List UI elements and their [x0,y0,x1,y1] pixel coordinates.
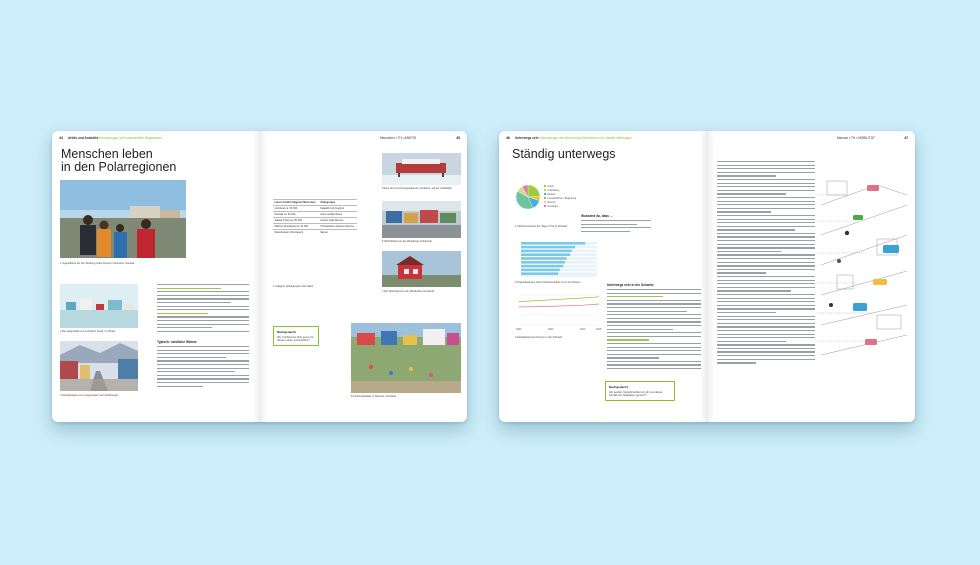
body-text-column [717,161,815,397]
photo-caption: 1 Jugendliche bei der Siedlung Cape Dorset in Nunavut, Kanada [60,262,135,265]
photo-playground [351,323,461,393]
bar [521,253,570,256]
bar [521,257,567,260]
chart-caption: 3 Zeitaufwand pro Person in der Schweiz [515,336,563,339]
bar [521,246,575,249]
x-tick-label: 2000 [548,328,554,331]
bar [521,269,560,272]
page-title: Menschen leben in den Polarregionen [61,147,177,174]
legend-label: Freizeitfahrten / Begleitung [547,197,577,200]
legend-label: Einkauf [547,193,556,196]
photo-house [382,251,461,287]
chart-caption: 1 Verkehrszwecke der Tage (in %) in Schweiz [515,225,568,228]
questions-title: Wusstest du, dass ... [581,214,613,218]
legend-swatch [544,201,546,203]
legend-label: Sonstiges [547,205,558,208]
photo-nuuk-winter [60,284,138,328]
running-head: Mensch • TH • MOBILITÄT [837,136,875,140]
subheading: Typisch: nördliche Wärme [157,340,197,344]
table-row: Alaska (USA) ca. 50 000 Inupiat Yupik Aleuten [273,218,357,224]
photo-caption: 7 Ein Wohnhaus an der Westküste Grönlands [382,290,435,293]
pie-legend [544,185,577,208]
bar [521,242,585,245]
photo-street [60,341,138,391]
bar [521,250,572,253]
page-number: 47 [904,136,908,140]
line-chart [513,291,603,331]
photo-station [382,153,461,185]
legend-swatch [544,189,546,191]
population-table [273,199,357,235]
bar [521,265,563,268]
book-spread-mobility [499,131,915,422]
question-list [581,220,651,238]
mobility-illustration [817,175,911,375]
legend-label: Besuch [547,201,556,204]
legend-label: Arbeit [547,185,554,188]
box-title: Nachgedacht [609,385,628,389]
table-caption: 4 Indigene Volksgruppen der Arktis [273,285,314,288]
photo-people [60,180,186,258]
table-row: Grönland ca. 50 000 Kalaallit Inuit Inughuit [273,206,357,212]
spine-gutter [253,131,267,422]
running-head: Menschen • TH • ARKTIS [380,136,417,140]
body-text [607,289,701,375]
table-row: Kanada ca. 60 000 Inuit Inuvialuit Dene [273,212,357,218]
series-line [519,304,599,307]
book-spread-polar [52,131,467,422]
body-text [157,284,249,338]
x-tick-label: 2015 [596,328,602,331]
running-head: Unterwegs sein Erkundungen am Wohnort auf Menschen und Umwelt übertragen [515,136,632,140]
think-box [273,326,319,346]
box-question: Wo werden Verkehrsmittel von dir und deiner Familie am häufigsten genutzt? [609,391,663,398]
photo-caption: 2 Die Hauptstadt von Grönland: Nuuk, im Winter [60,330,116,333]
body-text [157,346,249,396]
bar [521,272,558,275]
think-box [605,381,675,401]
legend-swatch [544,193,546,195]
pie-slices [516,185,540,209]
box-title: Nachgedacht [277,330,296,334]
legend-swatch [544,185,546,187]
pie-chart [515,181,577,221]
legend-swatch [544,197,546,199]
photo-caption: 3 Hauptstrasse von Longyearbyen auf Spitzbergen [60,394,119,397]
running-head: Arktis und Antarktis Erkundungen auf Lebenswelten eingelassen [68,136,162,140]
page-number: 44 [59,136,63,140]
x-tick-label: 1990 [516,328,522,331]
subheading: Unterwegs sein in der Schweiz [607,283,654,287]
box-question: Wo möchtest du dich gerne für dieses Leben entscheiden? [277,336,314,343]
series-line [519,297,599,302]
legend-swatch [544,205,546,207]
x-tick-label: 2010 [580,328,586,331]
page-title: Ständig unterwegs [512,147,616,161]
table-row: Sibirien (Russland) ca. 20 000 Tschuktschen Jakuten Nenzen [273,224,357,230]
bar-chart [513,239,603,279]
photo-caption: 6 Wohnblocks an der Westküste Grönlands [382,240,432,243]
photo-caption: 8 Kinderspielplatz in Sisimiut, Grönland [351,395,397,398]
photo-caption: 5 Eine der Forschungsstationen: Antarktis, auf der Antarktika [382,187,452,190]
pie-slice [528,185,540,197]
chart-caption: 2 Tagesdistanzen nach Verkehrsmitteln in km pro Person [515,281,581,284]
bar [521,261,565,264]
page-number: 45 [456,136,460,140]
table-header: Land / Anzahl indigener Menschen [273,200,319,206]
photo-blocks [382,201,461,238]
table-header: Volksgruppe [319,200,357,206]
table-row: Skandinavien (Norwegen) Samen [273,230,357,236]
spine-gutter [700,131,714,422]
legend-label: Ausbildung [547,189,560,192]
page-number: 46 [506,136,510,140]
